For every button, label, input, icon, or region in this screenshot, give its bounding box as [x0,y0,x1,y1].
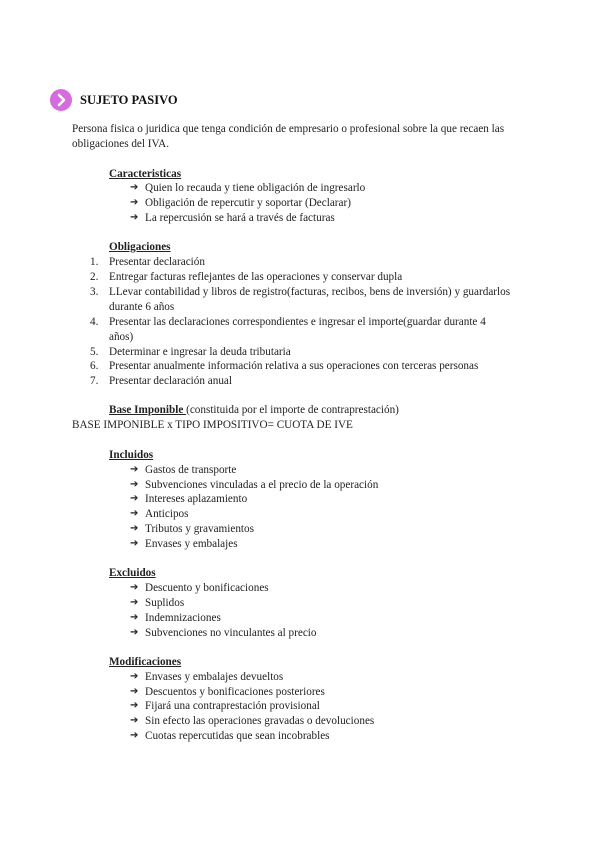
arrow-right-icon: ➔ [130,212,139,223]
arrow-right-icon: ➔ [130,538,139,549]
caracteristicas-heading: Caracteristicas [109,168,182,180]
chevron-right-circle-icon [50,89,72,111]
modificaciones-heading: Modificaciones [109,656,182,668]
base-imponible-line [109,402,399,418]
list-item: La repercusión se hará a través de facturas [145,212,335,224]
arrow-right-icon: ➔ [130,686,139,697]
arrow-right-icon: ➔ [130,182,139,193]
arrow-right-icon: ➔ [130,597,139,608]
list-item: Subvenciones vinculadas a el precio de la operación [145,479,379,491]
arrow-right-icon: ➔ [130,464,139,475]
list-item: Subvenciones no vinculantes al precio [145,627,317,639]
list-item: Tributos y gravamientos [145,523,254,535]
list-item: Gastos de transporte [145,464,237,476]
intro-line-1: Persona fisica o juridica que tenga condición de empresario o profesional sobre la que recaen las [72,123,505,135]
arrow-right-icon: ➔ [130,612,139,623]
list-number: 1. [90,256,99,268]
list-item: Suplidos [145,597,185,609]
arrow-right-icon: ➔ [130,197,139,208]
list-number: 4. [90,316,99,328]
list-item: Envases y embalajes [145,538,238,550]
numbered-list-item: años) [109,331,134,343]
section-title: SUJETO PASIVO [80,93,178,107]
list-item: Sin efecto las operaciones gravadas o devoluciones [145,715,375,727]
list-item: Descuentos y bonificaciones posteriores [145,686,325,698]
arrow-right-icon: ➔ [130,627,139,638]
numbered-list-item: Presentar anualmente información relativa a sus operaciones con terceras personas [109,360,479,372]
obligaciones-heading: Obligaciones [109,241,171,253]
list-item: Obligación de repercutir y soportar (Declarar) [145,197,351,209]
list-item: Quien lo recauda y tiene obligación de ingresarlo [145,182,366,194]
list-number: 7. [90,375,99,387]
numbered-list-item: Presentar declaración anual [109,375,232,387]
numbered-list-item: Determinar e ingresar la deuda tributaria [109,346,291,358]
arrow-right-icon: ➔ [130,523,139,534]
base-imponible-heading: Base Imponible [109,404,187,416]
numbered-list-item: Entregar facturas reflejantes de las operaciones y conservar dupla [109,271,403,283]
formula: BASE IMPONIBLE x TIPO IMPOSITIVO= CUOTA DE IVE [72,419,353,431]
list-number: 5. [90,346,99,358]
arrow-right-icon: ➔ [130,493,139,504]
list-item: Intereses aplazamiento [145,493,248,505]
arrow-right-icon: ➔ [130,715,139,726]
numbered-list-item: LLevar contabilidad y libros de registro(facturas, recibos, bens de inversión) y guardarlos [109,286,511,298]
list-number: 3. [90,286,99,298]
arrow-right-icon: ➔ [130,582,139,593]
intro-line-2: obligaciones del IVA. [72,138,170,150]
list-number: 2. [90,271,99,283]
list-number: 6. [90,360,99,372]
list-item: Indemnizaciones [145,612,221,624]
base-imponible-note: (constituida por el importe de contraprestación) [186,404,399,416]
arrow-right-icon: ➔ [130,671,139,682]
list-item: Fijará una contraprestación provisional [145,700,320,712]
arrow-right-icon: ➔ [130,479,139,490]
arrow-right-icon: ➔ [130,508,139,519]
arrow-right-icon: ➔ [130,730,139,741]
list-item: Descuento y bonificaciones [145,582,269,594]
list-item: Cuotas repercutidas que sean incobrables [145,730,330,742]
numbered-list-item: Presentar las declaraciones correspondientes e ingresar el importe(guardar durante 4 [109,316,486,328]
incluidos-heading: Incluidos [109,449,154,461]
arrow-right-icon: ➔ [130,700,139,711]
list-item: Anticipos [145,508,189,520]
numbered-list-item: durante 6 años [109,301,175,313]
list-item: Envases y embalajes devueltos [145,671,284,683]
excluidos-heading: Excluidos [109,567,156,579]
numbered-list-item: Presentar declaración [109,256,205,268]
